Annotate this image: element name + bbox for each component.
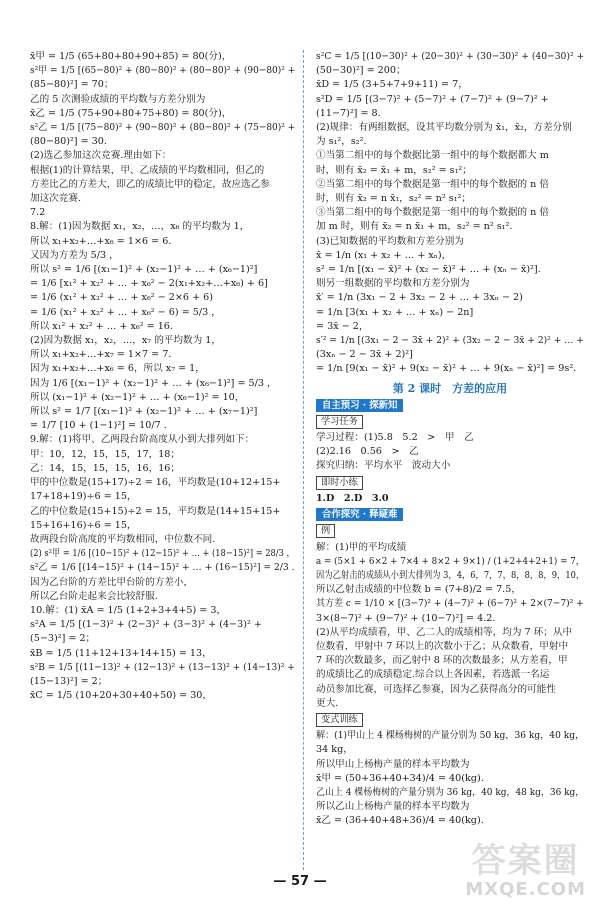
solution-line: 加这次竞赛.	[30, 193, 82, 205]
right-column-solutions	[316, 50, 584, 377]
self-study-line: 探究归纳：平均水平 波动大小	[316, 460, 451, 472]
solution-line: = 1/7 [10 + (1−1)²] = 10/7 .	[30, 420, 167, 432]
solution-line: 根据(1)的计算结果，甲、乙成绩的平均数相同，但乙的	[30, 164, 265, 176]
solution-line: x̄甲 = 1/5 (65+80+80+90+85) = 80(分)，	[30, 51, 232, 62]
solution-line: x̄ = 1/n (x₁ + x₂ + … + xₙ)，	[316, 249, 452, 261]
example-line: 7 环的次数最多，而乙射中 8 环的次数最多；从方差看，甲	[316, 655, 568, 667]
solution-line: 7.2	[30, 207, 46, 219]
solution-line: 乙的 5 次测验成绩的平均数与方差分别为	[30, 93, 206, 105]
solution-line: x̄D = 1/5 (3+5+7+9+11) = 7，	[316, 79, 468, 91]
solution-line: 因为 1/6 [(x₁−1)² + (x₂−1)² + … + (x₆−1)²] = 5/3 ，	[30, 377, 277, 389]
variant-line: 乙山上 4 棵杨梅树的产量分别为 36 kg，40 kg，48 kg，36 kg，	[316, 786, 585, 798]
example-line: 的成绩比乙的成绩稳定.综合以上各因素，若选派一名运	[316, 669, 550, 681]
solution-line: (2) s²甲 = 1/6 [(10−15)² + (12−15)² + … + (18−15)²] = 28/3 ，	[30, 548, 295, 560]
solution-line: 8.解：(1)因为数据 x₁，x₂，…，x₆ 的平均数为 1，	[30, 221, 250, 233]
solution-line: s²C = 1/5 [(10−30)² + (20−30)² + (30−30)² + (40−30)² +	[316, 51, 585, 62]
solution-line: 10.解：(1) x̄A = 1/5 (1+2+3+4+5) = 3，	[30, 604, 227, 616]
example-solution	[316, 541, 584, 711]
solution-line: 乙的中位数是(15+15)÷2 = 15，平均数是(14+15+15+	[30, 505, 281, 517]
solution-line: (2)选乙参加这次竞赛.理由如下：	[30, 150, 172, 162]
left-column	[30, 50, 295, 703]
variant-line: 解：(1)甲山上 4 棵杨梅树的产量分别为 50 kg，36 kg，40 kg，	[316, 730, 585, 742]
watermark-text: 答案圈	[471, 841, 580, 881]
self-study-answers	[316, 431, 584, 474]
solution-line: s² = 1/n [(x₁ − x̄)² + (x₂ − x̄)² + … + (xₙ − x̄)²].	[316, 264, 541, 276]
tag-variant: 变式训练	[316, 713, 363, 727]
solution-line: s²A = 1/5 [(1−3)² + (2−3)² + (3−3)² + (4−3)² +	[30, 619, 262, 631]
self-study-line: 学习过程：(1)5.8 5.2 > 甲 乙	[316, 432, 474, 444]
watermark-logo	[465, 843, 586, 900]
solution-line: x̄′ = 1/n (3x₁ − 2 + 3x₂ − 2 + … + 3xₙ − 2)	[316, 292, 523, 304]
variant-line: 34 kg，	[316, 744, 353, 756]
solution-line: s²B = 1/5 [(11−13)² + (12−13)² + (13−13)² + (14−13)² +	[30, 661, 295, 673]
solution-line: 所以 x₁+x₂+…+x₆ = 1×6 = 6.	[30, 235, 172, 247]
solution-line: (3)已知数据的平均数和方差分别为	[316, 235, 464, 247]
solution-line: = 3x̄ − 2，	[316, 320, 369, 332]
variant-line: x̄甲 = (50+36+40+34)/4 = 40(kg).	[316, 772, 484, 784]
solution-line: 又因为方差为 5/3 ，	[30, 249, 119, 261]
solution-line: = 1/6 [x₁² + x₂² + … + x₆² − 2(x₁+x₂+…+x₆) + 6]	[30, 278, 268, 290]
solution-line: 因为乙台阶的方差比甲台阶的方差小，	[30, 576, 194, 588]
solution-line: 时，则有 x̄₂ = x̄₁ + m，s₂² = s₁²；	[316, 164, 472, 176]
solution-line: 所以 x₁+x₂+…+x₇ = 1×7 = 7.	[30, 349, 172, 361]
section-title: 第 2 课时 方差的应用	[392, 381, 508, 395]
solution-line: 乙：14，15，15，15，16，16；	[30, 462, 180, 474]
solution-line: (50−30)²] = 200；	[316, 65, 406, 77]
example-line: 所以乙射击成绩的中位数 b = (7+8)/2 = 7.5，	[316, 584, 521, 596]
solution-line: x̄B = 1/5 (11+12+13+14+15) = 13，	[30, 647, 212, 659]
solution-line: ①当第二组中的每个数据比第一组中的每个数据都大 m	[316, 150, 549, 162]
solution-line: s²D = 1/5 [(3−7)² + (5−7)² + (7−7)² + (9−7)² +	[316, 93, 549, 105]
solution-line: s²甲 = 1/5 [(65−80)² + (80−80)² + (80−80)² + (90−80)² +	[30, 65, 296, 77]
example-line: 因为乙射击的成绩从小到大排列为 3，4，6，7，7，8，8，8，9，10，	[316, 569, 585, 581]
solution-line: 为 s₁²，s₂².	[316, 136, 367, 148]
example-line: 解：(1)甲的平均成绩	[316, 541, 407, 553]
solution-line: x̄乙 = 1/5 (75+90+80+75+80) = 80(分)，	[30, 107, 232, 119]
example-line: 动员参加比赛，可选择乙参赛，因为乙获得高分的可能性	[316, 683, 556, 695]
solution-line: 所以 (x₁−1)² + (x₂−1)² + … + (x₆−1)² = 10，	[30, 391, 245, 403]
solution-line: 所以乙台阶走起来会比较舒服.	[30, 590, 158, 602]
watermark-url: MXQE.COM	[465, 879, 586, 900]
example-line: a = (5×1 + 6×2 + 7×4 + 8×2 + 9×1) / (1+2+4+2+1) = 7，	[316, 555, 585, 567]
solution-line: 17+18+19)÷6 = 15，	[30, 491, 137, 503]
variant-solution	[316, 729, 584, 828]
solution-line: 则另一组数据的平均数和方差分别为	[316, 278, 470, 290]
page-number: — 57 —	[273, 874, 327, 889]
solution-line: = 1/6 (x₁² + x₂² + … + x₆² − 2×6 + 6)	[30, 292, 214, 304]
tag-quick-practice: 即时小练	[316, 476, 363, 490]
right-column	[316, 50, 584, 829]
solution-line: ②当第二组中的每个数据是第一组中的每个数据的 n 倍	[316, 178, 549, 190]
solution-line: s²乙 = 1/5 [(75−80)² + (90−80)² + (80−80)² + (75−80)² +	[30, 122, 296, 134]
tag-learning-task: 学习任务	[316, 415, 363, 429]
tag-self-study: 自主预习 · 探新知	[316, 399, 403, 412]
solution-line: 甲的中位数是(15+17)÷2 = 16，平均数是(10+12+15+	[30, 477, 281, 489]
solution-line: = 1/n [3(x₁ + x₂ + … + xₙ) − 2n]	[316, 306, 474, 318]
solution-line: 因为 x₁+x₂+…+x₆ = 6，所以 x₇ = 1，	[30, 363, 205, 375]
example-line: 其方差 c = 1/10 × [(3−7)² + (4−7)² + (6−7)² + 2×(7−7)² +	[316, 598, 584, 610]
variant-line: 所以甲山上杨梅产量的样本平均数为	[316, 758, 470, 770]
solution-line: (2)因为数据 x₁，x₂，…，x₇ 的平均数为 1，	[30, 335, 221, 347]
solution-line: 9.解：(1)将甲、乙两段台阶高度从小到大排列如下：	[30, 434, 255, 446]
solution-line: (85−80)²] = 70；	[30, 79, 114, 91]
solution-line: x̄C = 1/5 (10+20+30+40+50) = 30，	[30, 690, 212, 702]
solution-line: (11−7)²] = 8.	[316, 107, 381, 119]
example-line: 3×(8−7)² + (9−7)² + (10−7)²] = 4.2.	[316, 612, 496, 624]
solution-line: = 1/n [9(x₁ − x̄)² + 9(x₂ − x̄)² + … + 9(xₙ − x̄)²] = 9s².	[316, 363, 577, 375]
solution-line: 所以 s² = 1/6 [(x₁−1)² + (x₂−1)² + … + (x₆−1)²]	[30, 264, 258, 276]
solution-line: 15+16+16)÷6 = 15，	[30, 519, 137, 531]
solution-line: 所以 x₁² + x₂² + … + x₆² = 16.	[30, 320, 173, 332]
self-study-line: (2)2.16 0.56 > 乙	[316, 446, 419, 458]
tag-example: 例	[316, 524, 335, 538]
solution-line: 所以 s² = 1/7 [(x₁−1)² + (x₂−1)² + … + (x₇−1)²]	[30, 406, 258, 418]
solution-line: ③当第二组中的每个数据是第一组中的每个数据的 n 倍	[316, 207, 549, 219]
solution-line: s′² = 1/n [(3x₁ − 2 − 3x̄ + 2)² + (3x₂ − 2 − 3x̄ + 2)² + … +	[316, 335, 584, 347]
solution-line: (3xₙ − 2 − 3x̄ + 2)²]	[316, 349, 413, 361]
solution-line: (80−80)²] = 30.	[30, 136, 107, 148]
solution-line: (5−3)²] = 2；	[30, 633, 96, 645]
column-divider	[303, 50, 304, 870]
tag-cooperative: 合作探究 · 释疑难	[316, 508, 403, 521]
solution-line: 方差比乙的方差大，即乙的成绩比甲的稳定，故应选乙参	[30, 178, 270, 190]
variant-line: x̄乙 = (36+40+48+36)/4 = 40(kg).	[316, 815, 484, 827]
solution-line: 时，则有 x̄₂ = n x̄₁，s₂² = n² s₁²；	[316, 193, 471, 205]
solution-line: 甲：10，12，15，15，17，18；	[30, 448, 180, 460]
quick-practice-answer: 1.D 2.D 3.0	[316, 492, 389, 504]
solution-line: 故两段台阶高度的平均数相同，中位数不同.	[30, 533, 216, 545]
example-line: 位数看，甲射中 7 环以上的次数小于乙；从众数看，甲射中	[316, 640, 569, 652]
solution-line: s²乙 = 1/6 [(14−15)² + (14−15)² + … + (16−15)²] = 2/3 .	[30, 562, 295, 574]
solution-line: (2)规律：有两组数据，设其平均数分别为 x̄₁，x̄₂，方差分别	[316, 122, 572, 134]
variant-line: 所以乙山上杨梅产量的样本平均数为	[316, 801, 470, 813]
example-line: 更大.	[316, 697, 339, 709]
solution-line: (15−13)²] = 2；	[30, 675, 108, 687]
solution-line: 加 m 时，则有 x̄₂ = n x̄₁ + m，s₂² = n² s₁².	[316, 221, 513, 233]
solution-line: = 1/6 (x₁² + x₂² + … + x₆² − 6) = 5/3 ，	[30, 306, 221, 318]
example-line: (2)从平均成绩看，甲、乙二人的成绩相等，均为 7 环；从中	[316, 626, 573, 638]
